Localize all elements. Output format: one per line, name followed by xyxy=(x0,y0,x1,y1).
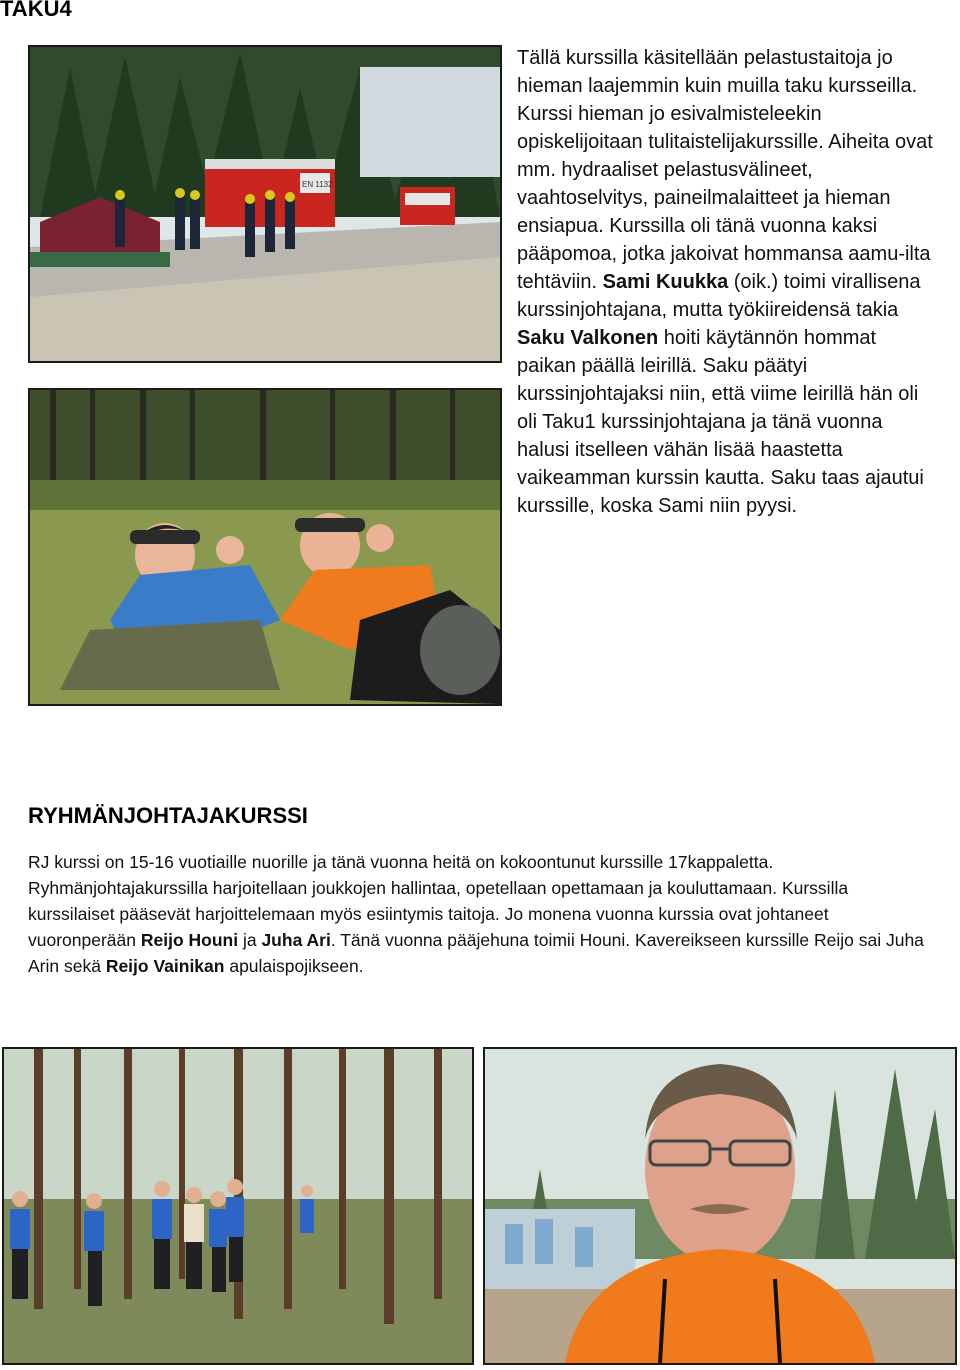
intro-text-3: hoiti käytännön hommat paikan päällä leirillä. Saku päätyi kurssinjohtajaksi niin, että viime leirillä hän oli oli Taku1 kurssinjohtajana ja tänä vuonna halusi itselleen vähän lisää haastetta vaikeamman kurssin kautta. Saku taas ajautui kurssille, koska Sami niin pyysi. xyxy=(517,327,924,517)
photo-portrait-leader xyxy=(483,1047,957,1365)
intro-text-1: Tällä kurssilla käsitellään pelastustaitoja jo hieman laajemmin kuin muilla taku kursseilla. Kurssi hieman jo esivalmisteleekin opiskelijoitaan tulitaistelijakurssille. Aiheita ovat mm. hydraaliset pelastusvälineet, vaahtoselvitys, paineilmalaitteet ja hieman ensiapua. Kurssilla oli tänä vuonna kaksi pääpomoa, jotka jakoivat hommansa aamu-ilta tehtäviin. xyxy=(517,47,933,293)
photo-forest-group xyxy=(2,1047,474,1365)
rj-text-2: ja xyxy=(238,930,262,950)
photo-rescue-exercise xyxy=(28,45,502,363)
name-saku-valkonen: Saku Valkonen xyxy=(517,327,659,349)
section-title-taku4: TAKU4 xyxy=(0,0,72,21)
photo-course-leaders xyxy=(28,388,502,706)
rj-text-1: RJ kurssi on 15-16 vuotiaille nuorille ja tänä vuonna heitä on kokoontunut kurssille 17kappaletta. Ryhmänjohtajakurssilla harjoitellaan joukkojen hallintaa, opetellaan opettamaan ja kouluttamaan. Kurssilla kurssilaiset pääsevät harjoittelemaan myös esiintymis taitoja. Jo monena vuonna kurssia ovat johtaneet vuoronperään xyxy=(28,852,849,950)
name-reijo-houni: Reijo Houni xyxy=(140,930,239,950)
taku4-description xyxy=(517,44,937,520)
rj-text-3: . Tänä vuonna pääjehuna toimii Houni. Kavereikseen kurssille Reijo sai Juha Arin sekä xyxy=(28,930,924,976)
truck-sign: EN 1132 xyxy=(302,180,333,189)
section-title-rj: RYHMÄNJOHTAJAKURSSI xyxy=(28,803,308,828)
name-juha-ari: Juha Ari xyxy=(261,930,331,950)
rj-text-4: apulaispojikseen. xyxy=(224,956,364,976)
name-reijo-vainikka: Reijo Vainikan xyxy=(105,956,225,976)
intro-text-2: (oik.) toimi virallisena kurssinjohtajana, mutta työkiireidensä takia xyxy=(517,271,921,321)
name-sami-kuukka: Sami Kuukka xyxy=(602,271,729,293)
rj-description xyxy=(28,849,938,979)
